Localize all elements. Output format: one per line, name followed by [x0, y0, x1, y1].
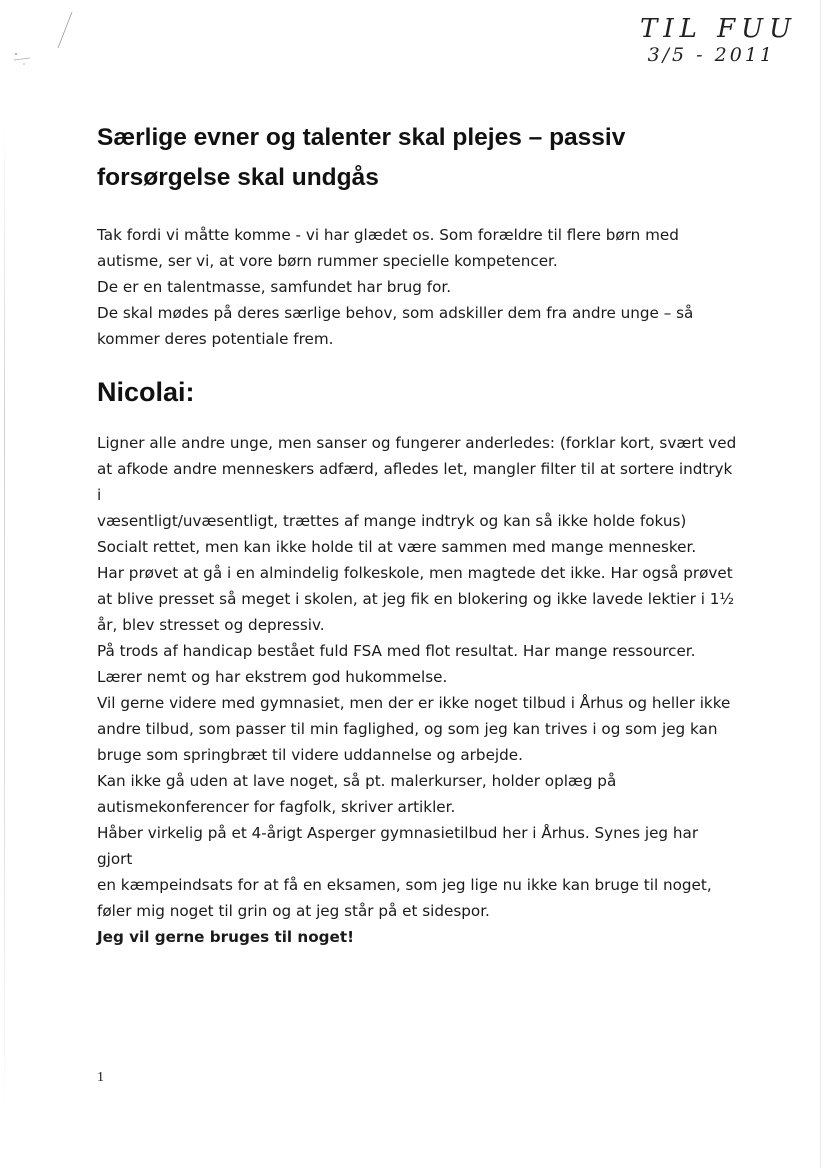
scan-corner-marks	[10, 8, 90, 68]
intro-line: kommer deres potentiale frem.	[97, 330, 334, 348]
closing-statement: Jeg vil gerne bruges til noget!	[97, 928, 355, 946]
paragraph: Kan ikke gå uden at lave noget, så pt. malerkurser, holder oplæg på autismekonferencer for fagfolk, skriver artikler.	[97, 772, 617, 816]
paragraph: Socialt rettet, men kan ikke holde til at være sammen med mange mennesker.	[97, 538, 697, 556]
document-body	[97, 118, 737, 950]
handwritten-date: 3/5 - 2011	[647, 44, 775, 66]
scan-edge-right	[820, 0, 821, 1168]
intro-line: De er en talentmasse, samfundet har brug for.	[97, 278, 452, 296]
paragraph: Vil gerne videre med gymnasiet, men der er ikke noget tilbud i Århus og heller ikke andre tilbud, som passer til min faglighed, og som jeg kan trives i og som jeg kan bruge som springbræt til videre uddannelse og arbejde.	[97, 694, 731, 764]
paragraph: Håber virkelig på et 4-årigt Asperger gymnasietilbud her i Århus. Synes jeg har gjort en kæmpeindsats for at få en eksamen, som jeg lige nu ikke kan bruge til noget, føler mig noget til grin og at jeg står på et sidespor.	[97, 824, 712, 920]
document-title: Særlige evner og talenter skal plejes – passiv forsørgelse skal undgås	[97, 124, 626, 191]
intro-line: autisme, ser vi, at vore børn rummer specielle kompetencer.	[97, 252, 558, 270]
scan-edge-left	[4, 120, 5, 1120]
handwritten-recipient: TIL FUU	[639, 14, 797, 44]
page-number: 1	[97, 1070, 104, 1085]
intro-line: Tak fordi vi måtte komme - vi har glædet os. Som forældre til flere børn med	[97, 226, 679, 244]
paragraph: Ligner alle andre unge, men sanser og fungerer anderledes: (forklar kort, svært ved at afkode andre menneskers adfærd, afledes let, mangler filter til at sortere indtryk i væsentligt/uvæsentligt, trættes af mange indtryk og kan så ikke holde fokus)	[97, 434, 737, 530]
intro-paragraph	[97, 222, 737, 352]
paragraph: På trods af handicap bestået fuld FSA med flot resultat. Har mange ressourcer. Lærer nemt og har ekstrem god hukommelse.	[97, 642, 696, 686]
section-heading: Nicolai:	[97, 377, 195, 407]
paragraph: Har prøvet at gå i en almindelig folkeskole, men magtede det ikke. Har også prøvet at blive presset så meget i skolen, at jeg fik en blokering og ikke lavede lektier i 1½ år, blev stresset og depressiv.	[97, 564, 735, 634]
section-nicolai	[97, 374, 737, 950]
intro-line: De skal mødes på deres særlige behov, som adskiller dem fra andre unge – så	[97, 304, 694, 322]
handwritten-note	[627, 14, 797, 74]
